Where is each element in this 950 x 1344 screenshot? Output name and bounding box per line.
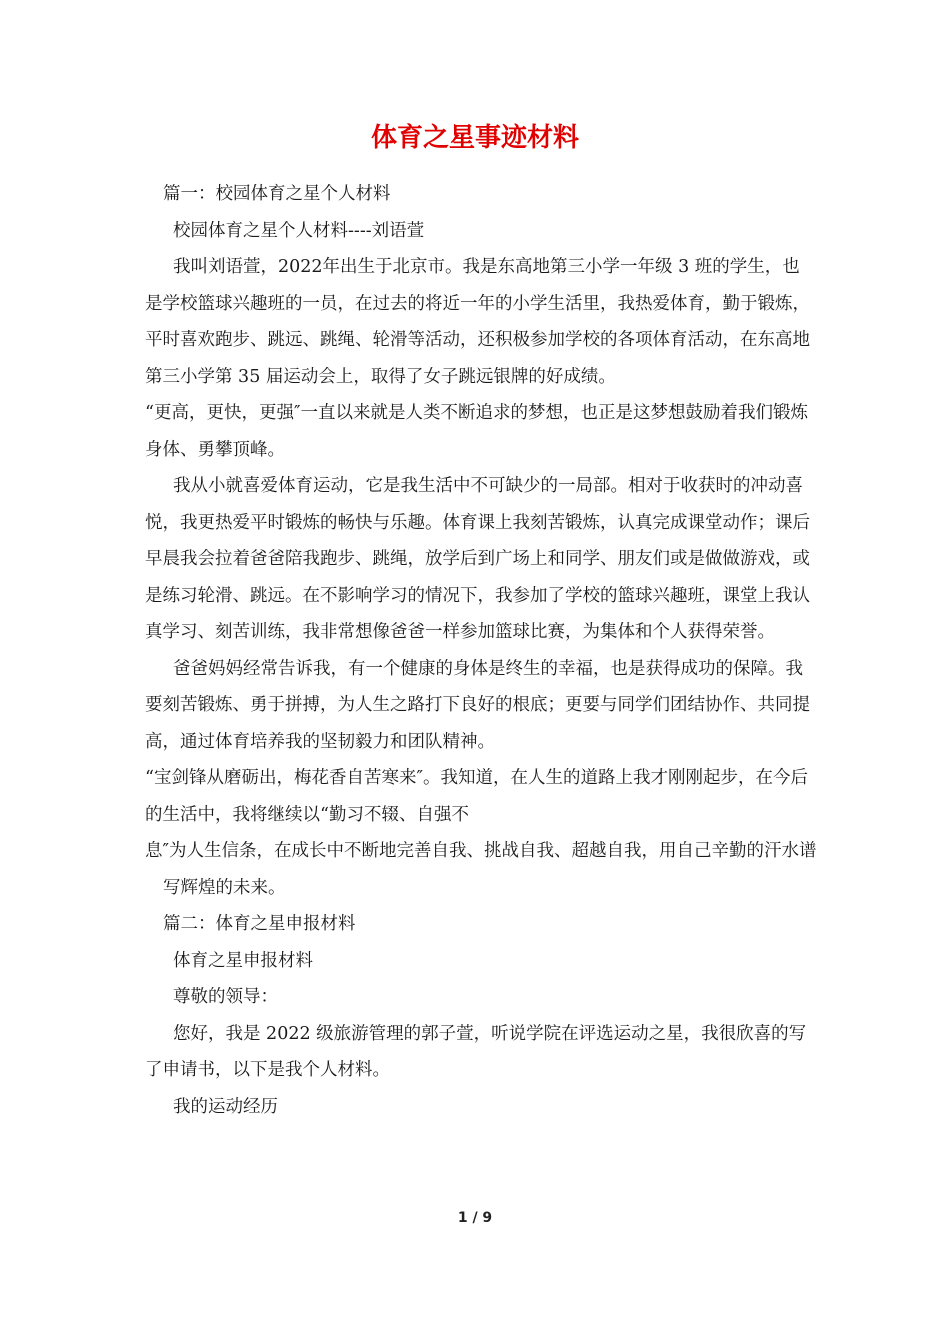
paragraph: 我叫刘语萱，2022年出生于北京市。我是东高地第三小学一年级 3 班的学生，也是学校篮球兴趣班的一员，在过去的将近一年的小学生活里，我热爱体育，勤于锻炼，平时喜欢跑步、跳远、跳绳、轮滑等活动，还积极参加学校的各项体育活动，在东高地第三小学第 35 届运动会上，取得了女子跳远银牌的好成绩。 (145, 257, 810, 387)
section-heading: 篇二：体育之星申报材料 (163, 914, 356, 934)
section-heading: 篇一：校园体育之星个人材料 (163, 184, 391, 204)
salutation: 尊敬的领导： (173, 987, 278, 1007)
document-body (145, 176, 817, 1125)
paragraph: 您好，我是 2022 级旅游管理的郭子萱，听说学院在评选运动之星，我很欣喜的写了申请书，以下是我个人材料。 (145, 1023, 807, 1080)
document-title: 体育之星事迹材料 (370, 123, 579, 153)
sub-heading: 我的运动经历 (173, 1096, 278, 1117)
sub-heading: 校园体育之星个人材料----刘语萱 (173, 220, 425, 241)
paragraph: “宝剑锋从磨砺出，梅花香自苦寒来″。我知道，在人生的道路上我才刚刚起步，在今后的生活中，我将继续以“勤习不辍、自强不 (145, 768, 808, 825)
paragraph: 爸爸妈妈经常告诉我，有一个健康的身体是终生的幸福，也是获得成功的保障。我要刻苦锻炼、勇于拼搏，为人生之路打下良好的根底；更要与同学们团结协作、共同提高，通过体育培养我的坚韧毅力和团队精神。 (145, 658, 810, 752)
paragraph: 我从小就喜爱体育运动，它是我生活中不可缺少的一局部。相对于收获时的冲动喜悦，我更热爱平时锻炼的畅快与乐趣。体育课上我刻苦锻炼，认真完成课堂动作；课后早晨我会拉着爸爸陪我跑步、跳绳，放学后到广场上和同学、朋友们或是做做游戏，或是练习轮滑、跳远。在不影响学习的情况下，我参加了学校的篮球兴趣班，课堂上我认真学习、刻苦训练，我非常想像爸爸一样参加篮球比赛，为集体和个人获得荣誉。 (145, 476, 810, 642)
sub-heading: 体育之星申报材料 (173, 950, 313, 971)
paragraph: “更高，更快，更强″一直以来就是人类不断追求的梦想，也正是这梦想鼓励着我们锻炼身体、勇攀顶峰。 (145, 403, 808, 460)
page-indicator: 1 / 9 (457, 1210, 493, 1226)
paragraph: 息″为人生信条，在成长中不断地完善自我、挑战自我、超越自我，用自己辛勤的汗水谱写辉煌的未来。 (145, 841, 817, 898)
